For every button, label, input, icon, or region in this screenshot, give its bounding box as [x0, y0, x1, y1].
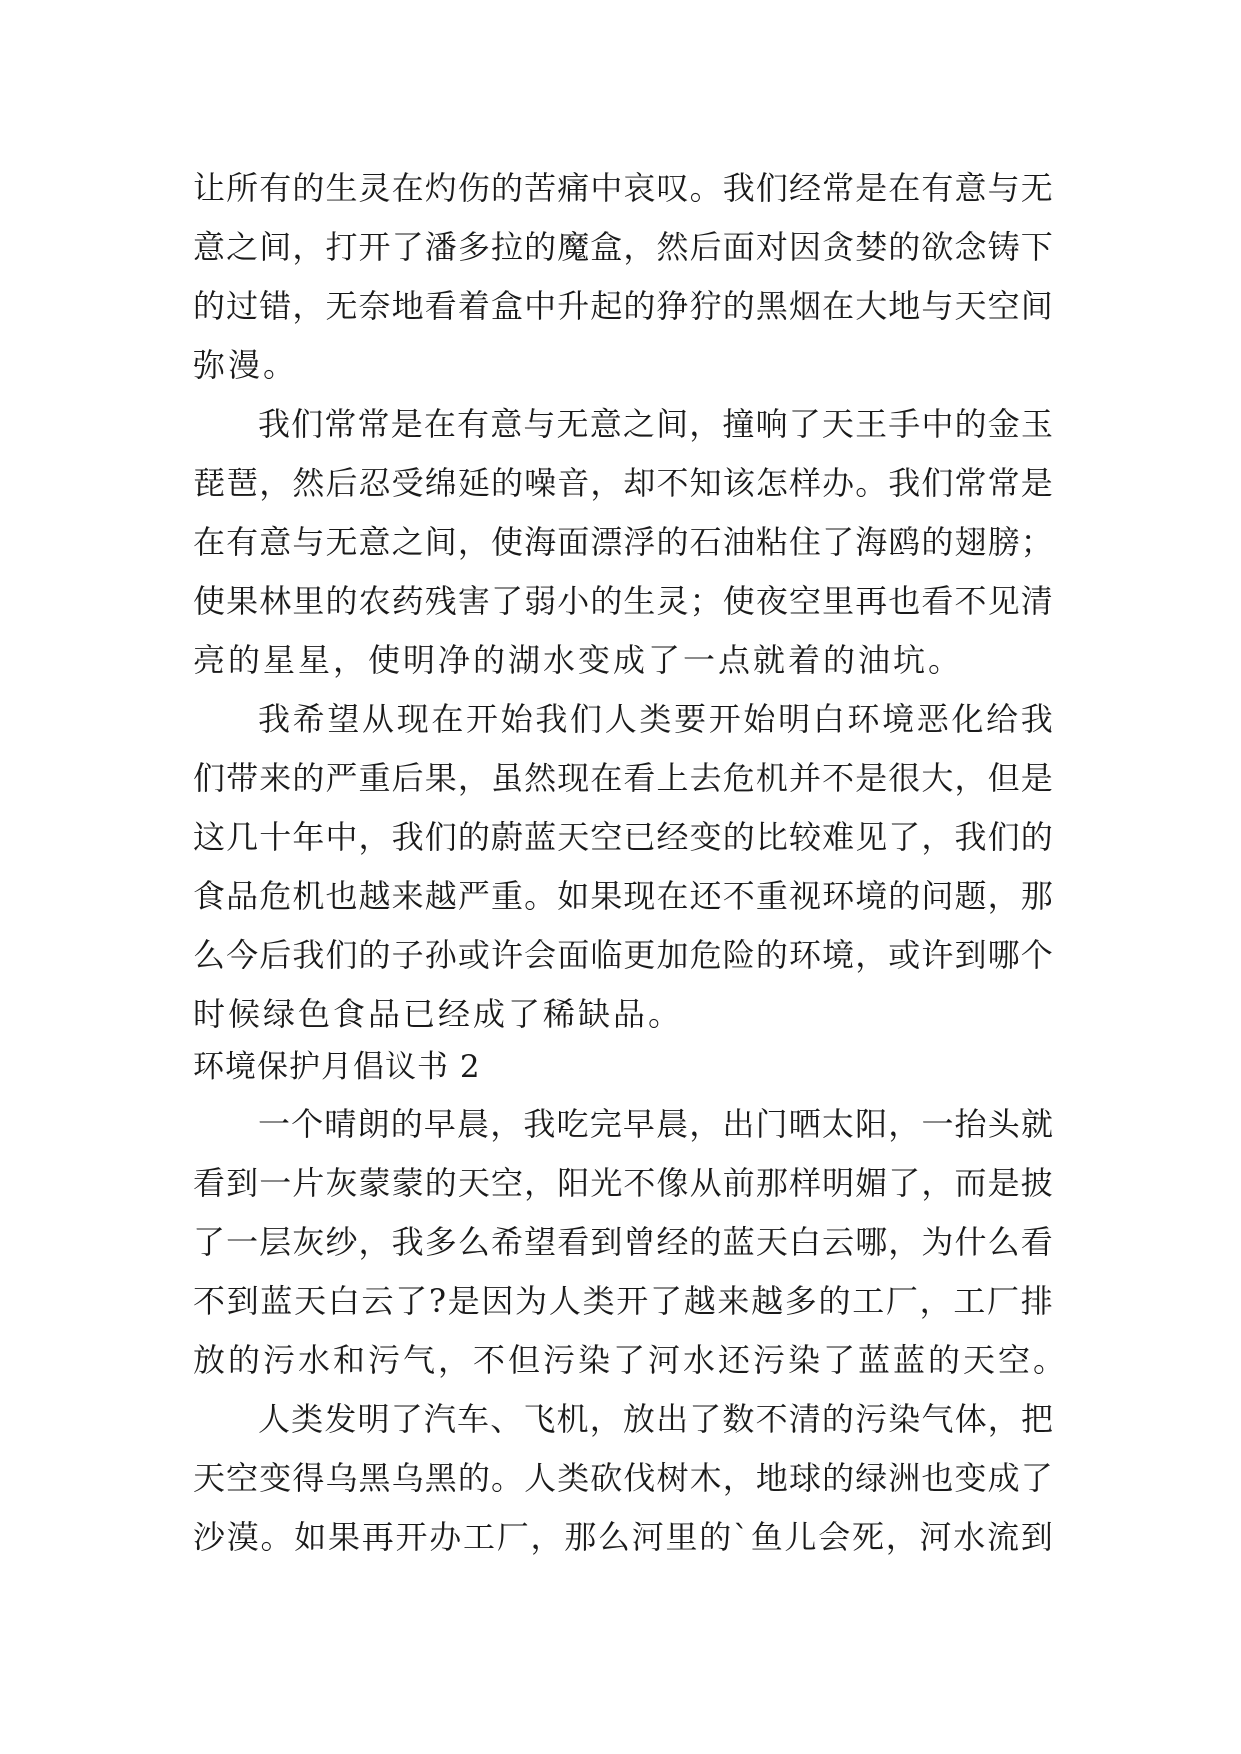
text-line: 让 所 有 的 生 灵 在 灼 伤 的 苦 痛 中 哀 叹 。 我 们 经 常 是 在 有 意 与 无	[193, 169, 1053, 207]
text-line: 意 之 间 ， 打 开 了 潘 多 拉 的 魔 盒 ， 然 后 面 对 因 贪 婪 的 欲 念 铸 下	[193, 228, 1053, 266]
text-line: 我 希 望 从 现 在 开 始 我 们 人 类 要 开 始 明 白 环 境 恶 化 给 我	[258, 700, 1053, 738]
text-line: 一 个 晴 朗 的 早 晨 ， 我 吃 完 早 晨 ， 出 门 晒 太 阳 ， 一 抬 头 就	[258, 1105, 1053, 1143]
text-line: 放的污水和污气，不但污染了河水还污染了蓝蓝的天空。	[193, 1341, 1069, 1379]
section-heading: 环境保护月倡议书 2	[193, 1049, 481, 1085]
text-line: 了 一 层 灰 纱 ， 我 多 么 希 望 看 到 曾 经 的 蓝 天 白 云 哪 ， 为 什 么 看	[193, 1223, 1053, 1261]
text-line: 弥漫。	[193, 346, 299, 384]
text-line: 人 类 发 明 了 汽 车 、 飞 机 ， 放 出 了 数 不 清 的 污 染 气 体 ， 把	[258, 1400, 1053, 1438]
text-line: 时候绿色食品已经成了稀缺品。	[193, 995, 684, 1033]
text-line: 的 过 错 ， 无 奈 地 看 着 盒 中 升 起 的 狰 狞 的 黑 烟 在 大 地 与 天 空 间	[193, 287, 1053, 325]
text-line: 不 到 蓝 天 白 云 了 ? 是 因 为 人 类 开 了 越 来 越 多 的 工 厂 ， 工 厂 排	[193, 1282, 1053, 1320]
text-line: 看 到 一 片 灰 蒙 蒙 的 天 空 ， 阳 光 不 像 从 前 那 样 明 媚 了 ， 而 是 披	[193, 1164, 1053, 1202]
text-line: 食 品 危 机 也 越 来 越 严 重 。 如 果 现 在 还 不 重 视 环 境 的 问 题 ， 那	[193, 877, 1053, 915]
text-line: 这 几 十 年 中 ， 我 们 的 蔚 蓝 天 空 已 经 变 的 比 较 难 见 了 ， 我 们 的	[193, 818, 1053, 856]
text-line: 在 有 意 与 无 意 之 间 ， 使 海 面 漂 浮 的 石 油 粘 住 了 海 鸥 的 翅 膀 ；	[193, 523, 1053, 561]
text-line: 使 果 林 里 的 农 药 残 害 了 弱 小 的 生 灵 ； 使 夜 空 里 再 也 看 不 见 清	[193, 582, 1053, 620]
text-line: 琵 琶 ， 然 后 忍 受 绵 延 的 噪 音 ， 却 不 知 该 怎 样 办 。 我 们 常 常 是	[193, 464, 1053, 502]
text-line: 天 空 变 得 乌 黑 乌 黑 的 。 人 类 砍 伐 树 木 ， 地 球 的 绿 洲 也 变 成 了	[193, 1459, 1053, 1497]
text-line: 么 今 后 我 们 的 子 孙 或 许 会 面 临 更 加 危 险 的 环 境 ， 或 许 到 哪 个	[193, 936, 1053, 974]
text-line: 我 们 常 常 是 在 有 意 与 无 意 之 间 ， 撞 响 了 天 王 手 中 的 金 玉	[258, 405, 1053, 443]
text-line: 们 带 来 的 严 重 后 果 ， 虽 然 现 在 看 上 去 危 机 并 不 是 很 大 ， 但 是	[193, 759, 1053, 797]
text-line: 沙 漠 。 如 果 再 开 办 工 厂 ， 那 么 河 里 的 ` 鱼 儿 会 死 ， 河 水 流 到	[193, 1518, 1053, 1556]
text-line: 亮的星星，使明净的湖水变成了一点就着的油坑。	[193, 641, 964, 679]
